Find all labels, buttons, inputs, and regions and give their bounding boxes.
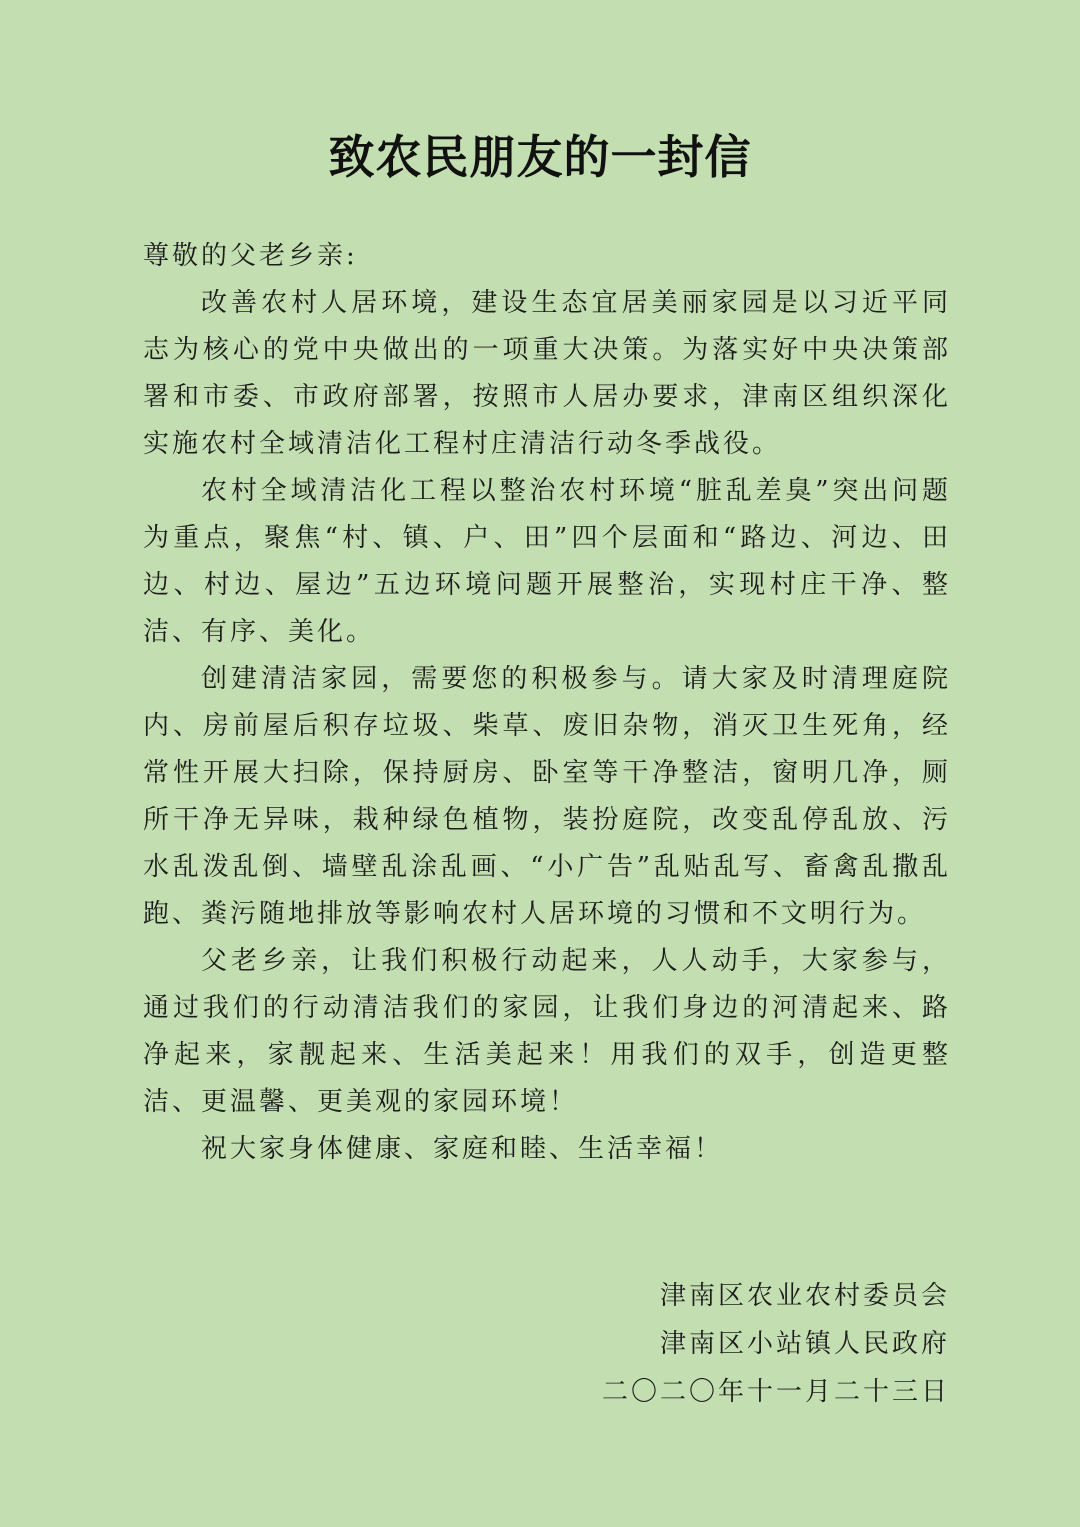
letter-closing-wish: 祝大家身体健康、家庭和睦、生活幸福！ bbox=[201, 1134, 724, 1164]
signature-org-2: 津南区小站镇人民政府 bbox=[659, 1329, 950, 1359]
letter-body bbox=[143, 233, 951, 1173]
signature-org-1: 津南区农业农村委员会 bbox=[659, 1281, 950, 1311]
signature-date: 二〇二〇年十一月二十三日 bbox=[601, 1377, 950, 1407]
letter-title: 致农民朋友的一封信 bbox=[328, 130, 752, 184]
letter-paragraph-4: 父老乡亲，让我们积极行动起来，人人动手，大家参与，通过我们的行动清洁我们的家园，让我们身边的河清起来、路净起来，家靓起来、生活美起来！用我们的双手，创造更整洁、更温馨、更美观的家园环境！ bbox=[143, 946, 951, 1117]
letter-paragraph-1: 改善农村人居环境，建设生态宜居美丽家园是以习近平同志为核心的党中央做出的一项重大决策。为落实好中央决策部署和市委、市政府部署，按照市人居办要求，津南区组织深化实施农村全域清洁化工程村庄清洁行动冬季战役。 bbox=[143, 288, 951, 459]
letter-greeting: 尊敬的父老乡亲: bbox=[143, 241, 358, 271]
letter-paragraph-3: 创建清洁家园，需要您的积极参与。请大家及时清理庭院内、房前屋后积存垃圾、柴草、废旧杂物，消灭卫生死角，经常性开展大扫除，保持厨房、卧室等干净整洁，窗明几净，厕所干净无异味，栽种绿色植物，装扮庭院，改变乱停乱放、污水乱泼乱倒、墙壁乱涂乱画、“小广告”乱贴乱写、畜禽乱撒乱跑、粪污随地排放等影响农村人居环境的习惯和不文明行为。 bbox=[143, 664, 951, 929]
letter-signature bbox=[602, 1272, 950, 1416]
letter-paragraph-2: 农村全域清洁化工程以整治农村环境“脏乱差臭”突出问题为重点，聚焦“村、镇、户、田”四个层面和“路边、河边、田边、村边、屋边”五边环境问题开展整治，实现村庄干净、整洁、有序、美化。 bbox=[143, 476, 951, 647]
